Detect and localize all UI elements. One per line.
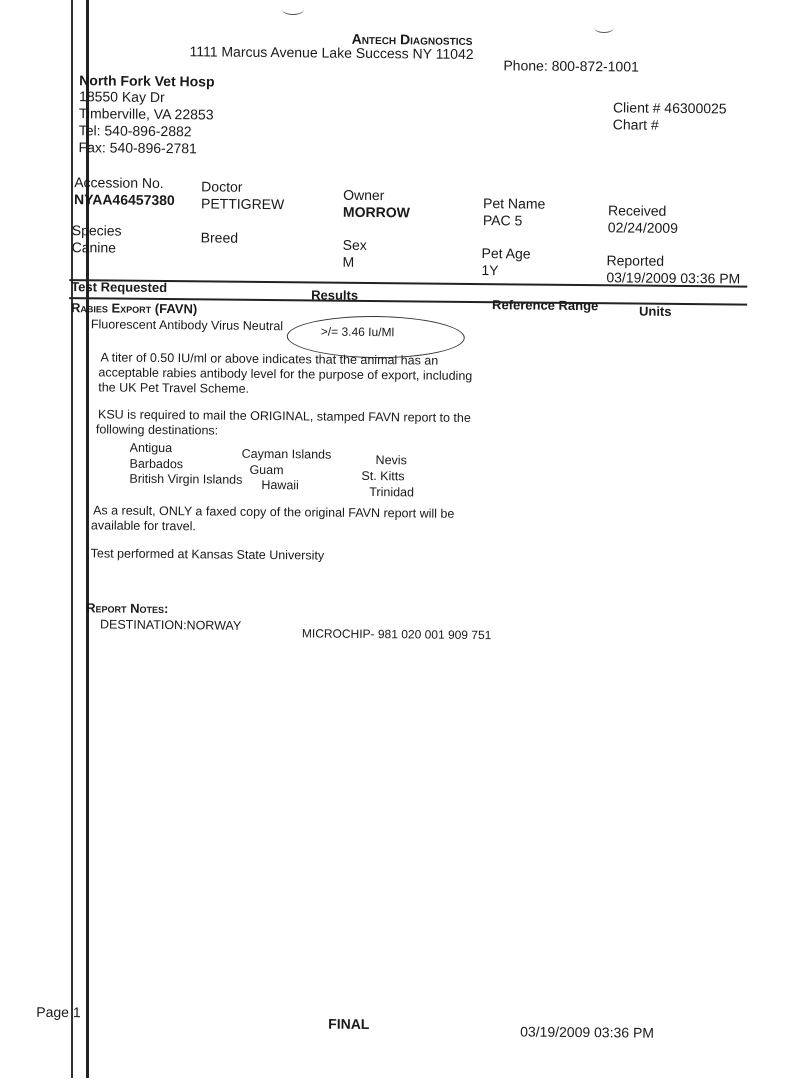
note-para1-line1: A titer of 0.50 IU/ml or above indicates that the animal has an <box>100 350 439 368</box>
received-label: Received <box>607 202 667 219</box>
destination-item: Guam <box>249 462 284 478</box>
client-number: Client # 46300025 <box>612 99 727 117</box>
destination-item: Hawaii <box>261 477 299 493</box>
footer-datetime: 03/19/2009 03:36 PM <box>520 1023 655 1041</box>
test-name: Fluorescent Antibody Virus Neutral <box>90 317 284 334</box>
received-value: 02/24/2009 <box>607 219 678 236</box>
lab-phone: Phone: 800-872-1001 <box>503 57 639 75</box>
destination-item: Cayman Islands <box>241 446 332 462</box>
report-notes-heading: Report Notes: <box>86 600 169 617</box>
lab-name: Antech Diagnostics <box>351 30 473 48</box>
destination-item: St. Kitts <box>361 468 405 484</box>
note-para1-line2: acceptable rabies antibody level for the purpose of export, including <box>98 365 473 383</box>
lab-address: 1111 Marcus Avenue Lake Success NY 11042 <box>189 43 474 62</box>
pet-name-label: Pet Name <box>482 195 546 212</box>
pet-name-value: PAC 5 <box>482 212 523 229</box>
destination-item: Barbados <box>129 456 184 472</box>
accession-label: Accession No. <box>74 174 164 192</box>
note-para4: Test performed at Kansas State University <box>90 546 325 563</box>
col-reference-range: Reference Range <box>492 297 599 314</box>
owner-label: Owner <box>343 186 385 204</box>
clinic-name: North Fork Vet Hosp <box>79 72 215 90</box>
destination-item: Antigua <box>129 440 173 456</box>
owner-value: MORROW <box>342 203 410 221</box>
breed-label: Breed <box>200 229 239 246</box>
test-section-title: Rabies Export (FAVN) <box>70 300 198 317</box>
note-para1-line3: the UK Pet Travel Scheme. <box>98 380 250 396</box>
pet-age-value: 1Y <box>481 262 499 279</box>
clinic-city: Timberville, VA 22853 <box>78 105 214 123</box>
note-para2-line2: following destinations: <box>95 422 219 438</box>
page-number: Page 1 <box>36 1003 81 1021</box>
col-units: Units <box>638 303 672 319</box>
report-status: FINAL <box>328 1015 370 1033</box>
pet-age-label: Pet Age <box>481 245 531 262</box>
note-para3-line2: available for travel. <box>90 518 196 534</box>
test-result-value: >/= 3.46 Iu/Ml <box>320 324 395 340</box>
sex-value: M <box>342 253 355 270</box>
clinic-street: 18550 Kay Dr <box>79 88 165 106</box>
col-test-requested: Test Requested <box>71 279 168 296</box>
doctor-label: Doctor <box>201 178 243 195</box>
col-results: Results <box>311 287 359 303</box>
destination-item: Trinidad <box>369 484 415 500</box>
note-para3-line1: As a result, ONLY a faxed copy of the original FAVN report will be <box>93 503 455 521</box>
report-notes-microchip: MICROCHIP- 981 020 001 909 751 <box>301 626 492 643</box>
species-label: Species <box>71 222 122 239</box>
sex-label: Sex <box>342 236 367 253</box>
species-value: Canine <box>71 239 117 256</box>
reported-label: Reported <box>606 252 665 269</box>
destination-item: British Virgin Islands <box>129 471 243 487</box>
clinic-fax: Fax: 540-896-2781 <box>78 139 197 157</box>
accession-value: NYAA46457380 <box>74 191 175 209</box>
clinic-tel: Tel: 540-896-2882 <box>78 122 192 140</box>
reported-value: 03/19/2009 03:36 PM <box>606 269 741 287</box>
report-notes-destination: DESTINATION:NORWAY <box>99 617 242 633</box>
chart-number: Chart # <box>612 116 659 133</box>
destination-item: Nevis <box>375 453 407 468</box>
doctor-value: PETTIGREW <box>200 195 285 213</box>
note-para2-line1: KSU is required to mail the ORIGINAL, stamped FAVN report to the <box>97 407 471 425</box>
